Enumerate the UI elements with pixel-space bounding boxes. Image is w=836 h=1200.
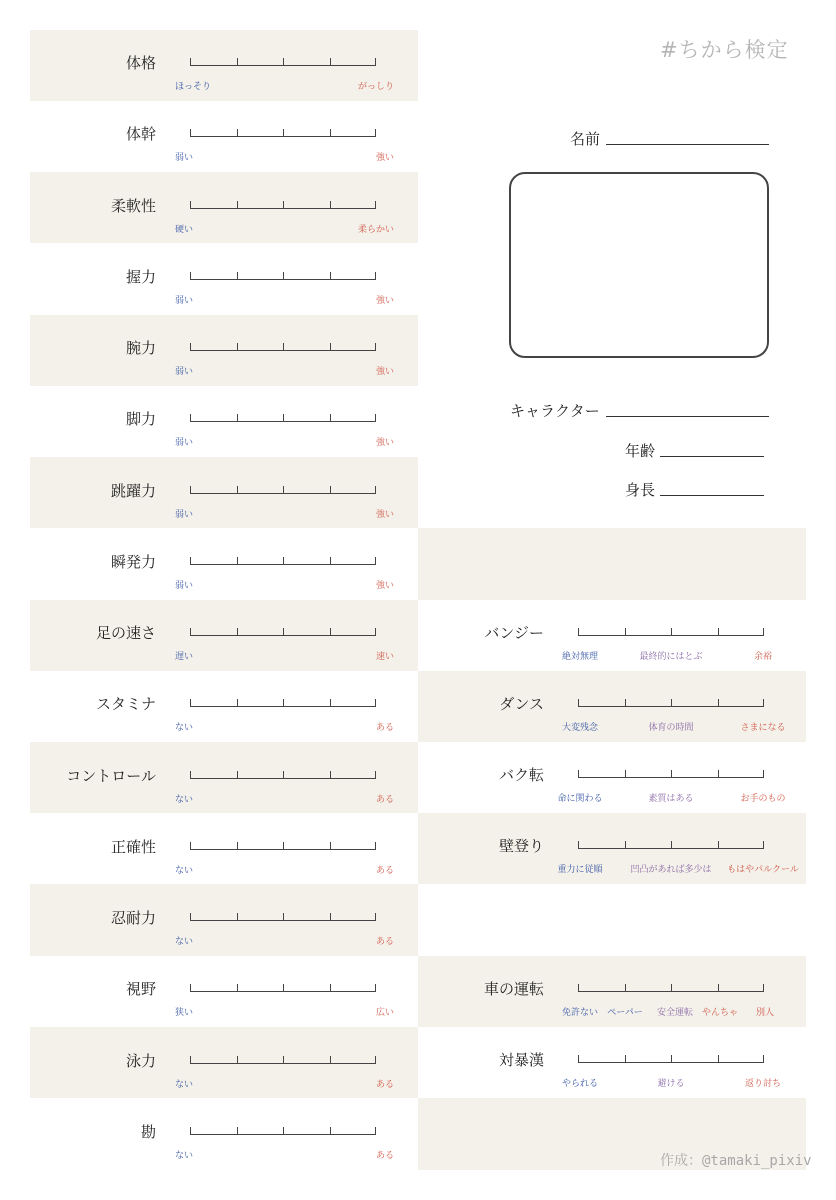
rating-scale[interactable] (190, 127, 376, 137)
scale-tick[interactable] (375, 842, 376, 850)
scale-tick[interactable] (718, 770, 719, 778)
activity-row (418, 956, 806, 1027)
low-label: ない (175, 1150, 194, 1161)
scale-tick[interactable] (190, 557, 191, 565)
hashtag-title: #ちから検定 (660, 38, 789, 62)
activity-row (418, 813, 806, 884)
scale-tick[interactable] (625, 699, 626, 707)
rating-label: 勘 (140, 1122, 156, 1141)
high-label: ある (375, 1150, 394, 1161)
scale-point-label: お手のもの (740, 794, 786, 804)
high-label: ある (375, 865, 394, 876)
scale-tick[interactable] (283, 628, 284, 636)
scale-tick[interactable] (671, 770, 672, 778)
rating-row (30, 30, 418, 101)
activity-scale[interactable] (578, 1053, 764, 1063)
rating-row (30, 315, 418, 386)
rating-scale[interactable] (190, 840, 376, 850)
high-label: ある (375, 1079, 394, 1090)
high-label: 強い (375, 438, 394, 449)
scale-tick[interactable] (190, 486, 191, 494)
scale-tick[interactable] (237, 557, 238, 565)
name-label: 名前 (570, 130, 601, 148)
scale-tick[interactable] (671, 699, 672, 707)
rating-row (30, 386, 418, 457)
rating-scale[interactable] (190, 911, 376, 921)
scale-tick[interactable] (190, 913, 191, 921)
high-label: 広い (375, 1008, 394, 1019)
low-label: 弱い (175, 580, 194, 591)
rating-scale[interactable] (190, 982, 376, 992)
scale-tick[interactable] (237, 58, 238, 66)
scale-tick[interactable] (190, 842, 191, 850)
scale-point-label: やんちゃ (701, 1008, 739, 1018)
scale-tick[interactable] (237, 201, 238, 209)
rating-label: 正確性 (110, 837, 156, 856)
scale-tick[interactable] (237, 272, 238, 280)
activity-row (418, 742, 806, 813)
scale-point-label: 避ける (657, 1079, 685, 1089)
rating-row (30, 101, 418, 172)
scale-tick[interactable] (763, 699, 764, 707)
scale-tick[interactable] (283, 486, 284, 494)
scale-point-label: 最終的にはとぶ (639, 652, 703, 662)
credit: 作成：@tamaki_pixiv (660, 1153, 812, 1169)
scale-tick[interactable] (190, 201, 191, 209)
scale-tick[interactable] (578, 699, 579, 707)
scale-tick[interactable] (237, 343, 238, 351)
scale-tick[interactable] (375, 1056, 376, 1064)
scale-tick[interactable] (330, 129, 331, 137)
rating-label: 柔軟性 (110, 196, 156, 215)
rating-scale[interactable] (190, 1054, 376, 1064)
scale-tick[interactable] (237, 414, 238, 422)
scale-point-label: ペーパー (607, 1008, 643, 1018)
rating-scale[interactable] (190, 199, 376, 209)
rating-scale[interactable] (190, 1125, 376, 1135)
scale-tick[interactable] (625, 628, 626, 636)
scale-tick[interactable] (283, 201, 284, 209)
scale-tick[interactable] (330, 201, 331, 209)
scale-tick[interactable] (237, 628, 238, 636)
activity-row (418, 1027, 806, 1098)
scale-tick[interactable] (330, 771, 331, 779)
character-field[interactable] (606, 416, 769, 417)
rating-scale[interactable] (190, 484, 376, 494)
scale-tick[interactable] (283, 984, 284, 992)
activity-label: バク転 (498, 766, 544, 784)
scale-tick[interactable] (718, 1055, 719, 1063)
scale-tick[interactable] (375, 1127, 376, 1135)
scale-tick[interactable] (578, 984, 579, 992)
height-field[interactable] (660, 495, 764, 496)
scale-tick[interactable] (283, 557, 284, 565)
rating-label: 忍耐力 (110, 909, 156, 927)
scale-point-label: 別人 (755, 1008, 775, 1018)
rating-label: スタミナ (95, 695, 156, 714)
low-label: 弱い (175, 153, 194, 164)
scale-point-label: 安全運転 (656, 1008, 694, 1018)
activity-scale[interactable] (578, 626, 764, 636)
activity-label: 対暴漢 (498, 1051, 544, 1069)
rating-label: 体格 (125, 54, 156, 72)
scale-tick[interactable] (671, 1055, 672, 1063)
rating-row (30, 529, 418, 600)
rating-scale[interactable] (190, 412, 376, 422)
activity-scale[interactable] (578, 768, 764, 778)
scale-tick[interactable] (578, 841, 579, 849)
scale-tick[interactable] (625, 770, 626, 778)
scale-tick[interactable] (375, 628, 376, 636)
scale-tick[interactable] (375, 129, 376, 137)
scale-tick[interactable] (237, 129, 238, 137)
rating-row (30, 1099, 418, 1170)
rating-row (30, 600, 418, 671)
scale-tick[interactable] (375, 771, 376, 779)
scale-tick[interactable] (283, 129, 284, 137)
scale-tick[interactable] (578, 1055, 579, 1063)
height-label: 身長 (625, 481, 656, 499)
rating-scale[interactable] (190, 697, 376, 707)
scale-tick[interactable] (375, 414, 376, 422)
scale-tick[interactable] (237, 1127, 238, 1135)
scale-tick[interactable] (671, 628, 672, 636)
band (418, 528, 806, 600)
scale-tick[interactable] (578, 770, 579, 778)
high-label: 強い (375, 153, 394, 164)
scale-tick[interactable] (190, 272, 191, 280)
high-label: ある (375, 937, 394, 947)
scale-tick[interactable] (283, 842, 284, 850)
rating-row (30, 814, 418, 885)
scale-tick[interactable] (190, 1056, 191, 1064)
scale-point-label: もはやパルクール (727, 865, 799, 875)
low-label: ほっそり (175, 82, 212, 92)
scale-tick[interactable] (330, 1127, 331, 1135)
scale-tick[interactable] (375, 984, 376, 992)
scale-tick[interactable] (330, 842, 331, 850)
activity-scale[interactable] (578, 697, 764, 707)
low-label: ない (175, 723, 194, 734)
rating-row (30, 458, 418, 529)
rating-label: 脚力 (125, 410, 156, 429)
scale-point-label: 返り討ち (744, 1079, 782, 1089)
portrait-frame[interactable] (509, 172, 769, 358)
low-label: ない (175, 794, 194, 805)
scale-tick[interactable] (763, 1055, 764, 1063)
scale-tick[interactable] (330, 414, 331, 422)
rating-label: 跳躍力 (110, 481, 156, 500)
scale-tick[interactable] (330, 486, 331, 494)
scale-point-label: 体育の時間 (648, 723, 694, 733)
activity-label: バンジー (484, 624, 544, 642)
scale-tick[interactable] (330, 58, 331, 66)
scale-tick[interactable] (330, 699, 331, 707)
low-label: 硬い (175, 224, 194, 235)
low-label: 弱い (175, 295, 194, 306)
scale-tick[interactable] (718, 699, 719, 707)
scale-tick[interactable] (763, 984, 764, 992)
rating-row (30, 1028, 418, 1099)
scale-tick[interactable] (283, 343, 284, 351)
scale-tick[interactable] (283, 58, 284, 66)
rating-row (30, 671, 418, 742)
scale-tick[interactable] (763, 770, 764, 778)
rating-label: 瞬発力 (110, 552, 156, 571)
high-label: 速い (375, 652, 394, 662)
scale-tick[interactable] (283, 1056, 284, 1064)
rating-row (30, 885, 418, 956)
rating-row (30, 956, 418, 1027)
rating-label: 握力 (125, 267, 156, 286)
low-label: 狭い (175, 1008, 194, 1019)
rating-row (30, 743, 418, 814)
scale-tick[interactable] (330, 1056, 331, 1064)
high-label: 強い (375, 295, 394, 306)
scale-point-label: さまになる (740, 723, 786, 733)
high-label: 強い (375, 367, 394, 377)
rating-scale[interactable] (190, 270, 376, 280)
scale-point-label: 素質はある (648, 794, 694, 804)
scale-point-label: 大変残念 (561, 723, 599, 733)
scale-tick[interactable] (375, 699, 376, 707)
age-field[interactable] (660, 456, 764, 457)
low-label: 弱い (175, 367, 194, 377)
scale-tick[interactable] (625, 1055, 626, 1063)
scale-tick[interactable] (330, 628, 331, 636)
activity-scale[interactable] (578, 839, 764, 849)
scale-tick[interactable] (237, 984, 238, 992)
scale-tick[interactable] (671, 841, 672, 849)
scale-point-label: 凹凸があれば多少は (630, 865, 712, 875)
scale-tick[interactable] (625, 841, 626, 849)
scale-tick[interactable] (330, 557, 331, 565)
rating-label: 視野 (125, 980, 156, 999)
rating-scale[interactable] (190, 626, 376, 636)
rating-row (30, 173, 418, 244)
scale-point-label: 免許ない (561, 1008, 599, 1018)
scale-tick[interactable] (283, 272, 284, 280)
scale-tick[interactable] (190, 771, 191, 779)
high-label: ある (375, 723, 394, 734)
scale-tick[interactable] (718, 984, 719, 992)
activity-row (418, 600, 806, 671)
rating-label: 足の速さ (95, 624, 156, 642)
scale-tick[interactable] (718, 841, 719, 849)
low-label: ない (175, 937, 194, 947)
scale-tick[interactable] (190, 58, 191, 66)
scale-tick[interactable] (330, 984, 331, 992)
scale-tick[interactable] (190, 984, 191, 992)
scale-point-label: 命に関わる (557, 794, 603, 804)
scale-tick[interactable] (330, 272, 331, 280)
scale-point-label: やられる (561, 1079, 599, 1089)
rating-scale[interactable] (190, 56, 376, 66)
high-label: 強い (375, 580, 394, 591)
scale-tick[interactable] (330, 343, 331, 351)
age-label: 年齢 (625, 442, 656, 460)
activity-label: ダンス (499, 695, 544, 713)
scale-tick[interactable] (190, 628, 191, 636)
scale-point-label: 絶対無理 (561, 652, 599, 662)
scale-tick[interactable] (190, 343, 191, 351)
scale-tick[interactable] (283, 699, 284, 707)
scale-tick[interactable] (330, 913, 331, 921)
scale-tick[interactable] (237, 1056, 238, 1064)
low-label: 弱い (175, 438, 194, 449)
rating-scale[interactable] (190, 341, 376, 351)
scale-tick[interactable] (375, 201, 376, 209)
high-label: ある (375, 794, 394, 805)
scale-tick[interactable] (763, 628, 764, 636)
scale-tick[interactable] (375, 557, 376, 565)
rating-label: 体幹 (125, 125, 156, 144)
high-label: 強い (375, 509, 394, 520)
scale-tick[interactable] (718, 628, 719, 636)
rating-label: 泳力 (125, 1051, 156, 1070)
activity-row (418, 671, 806, 742)
high-label: がっしり (357, 82, 394, 92)
scale-tick[interactable] (237, 771, 238, 779)
character-label: キャラクター (510, 402, 600, 420)
rating-row (30, 244, 418, 315)
high-label: 柔らかい (357, 224, 394, 235)
scale-tick[interactable] (283, 1127, 284, 1135)
rating-label: コントロール (66, 766, 156, 785)
low-label: 弱い (175, 509, 194, 520)
scale-tick[interactable] (375, 913, 376, 921)
scale-point-label: 重力に従順 (557, 865, 603, 875)
scale-tick[interactable] (190, 129, 191, 137)
scale-tick[interactable] (283, 913, 284, 921)
scale-tick[interactable] (237, 913, 238, 921)
rating-scale[interactable] (190, 555, 376, 565)
scale-tick[interactable] (283, 771, 284, 779)
scale-tick[interactable] (190, 1127, 191, 1135)
name-field[interactable] (606, 144, 769, 145)
scale-tick[interactable] (375, 272, 376, 280)
scale-tick[interactable] (375, 343, 376, 351)
scale-tick[interactable] (237, 699, 238, 707)
scale-tick[interactable] (190, 414, 191, 422)
scale-tick[interactable] (625, 984, 626, 992)
low-label: ない (175, 1079, 194, 1090)
scale-point-label: 余裕 (753, 652, 773, 662)
scale-tick[interactable] (237, 842, 238, 850)
scale-tick[interactable] (671, 984, 672, 992)
low-label: ない (175, 865, 194, 876)
scale-tick[interactable] (578, 628, 579, 636)
scale-tick[interactable] (283, 414, 284, 422)
rating-scale[interactable] (190, 769, 376, 779)
activity-label: 車の運転 (483, 980, 544, 998)
low-label: 遅い (175, 652, 194, 662)
scale-tick[interactable] (375, 486, 376, 494)
rating-label: 腕力 (125, 339, 156, 357)
scale-tick[interactable] (375, 58, 376, 66)
scale-tick[interactable] (763, 841, 764, 849)
activity-scale[interactable] (578, 982, 764, 992)
scale-tick[interactable] (237, 486, 238, 494)
activity-label: 壁登り (498, 837, 544, 855)
scale-tick[interactable] (190, 699, 191, 707)
